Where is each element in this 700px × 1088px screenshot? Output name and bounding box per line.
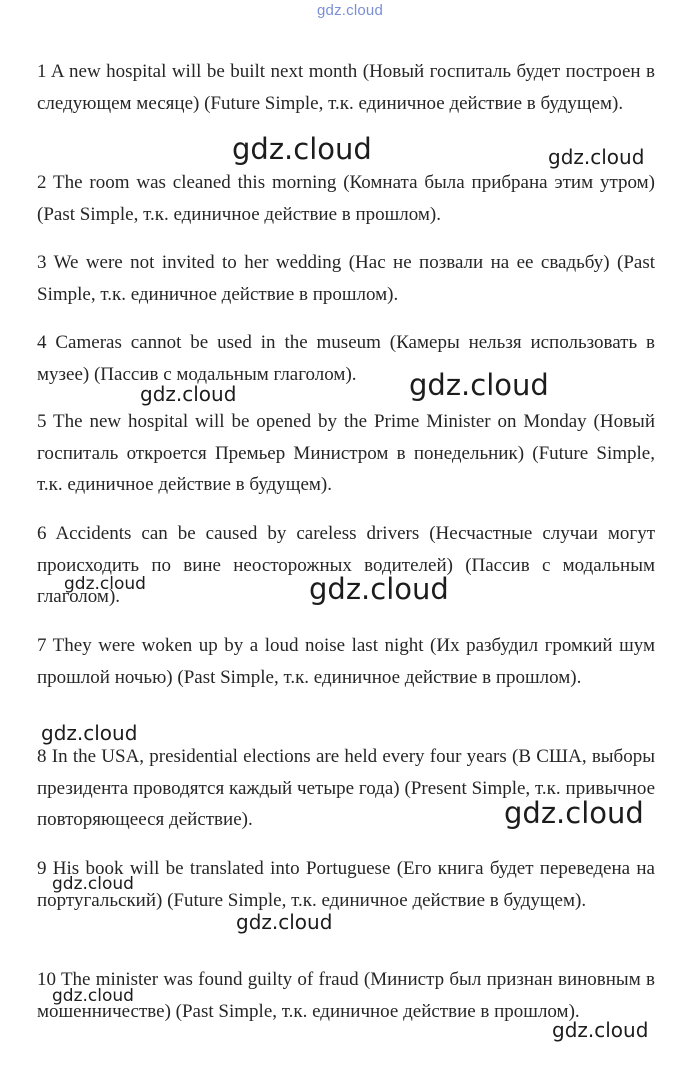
answer-item-5: 5 The new hospital will be opened by the Prime Minister on Monday (Новый госпиталь откроется Премьер Министром в понедельник) (Future Simple, т.к. единичное действие в будущем).	[37, 411, 655, 495]
answer-item-9: 9 His book will be translated into Portuguese (Его книга будет переведена на португальский) (Future Simple, т.к. единичное действие в будущем).	[37, 858, 655, 911]
answer-item-1: 1 A new hospital will be built next month (Новый госпиталь будет построен в следующем месяце) (Future Simple, т.к. единичное действие в будущем).	[37, 61, 655, 114]
watermark: gdz.cloud	[236, 910, 333, 934]
watermark: gdz.cloud	[52, 986, 134, 1006]
answer-item-3: 3 We were not invited to her wedding (Нас не позвали на ее свадьбу) (Past Simple, т.к. единичное действие в прошлом).	[37, 252, 655, 305]
watermark: gdz.cloud	[232, 132, 372, 166]
watermark: gdz.cloud	[64, 574, 146, 594]
answer-item-4: 4 Cameras cannot be used in the museum (Камеры нельзя использовать в музее) (Пассив с модальным глаголом).	[37, 332, 655, 385]
watermark: gdz.cloud	[140, 382, 237, 406]
watermark: gdz.cloud	[409, 368, 549, 402]
watermark: gdz.cloud	[41, 721, 138, 745]
watermark: gdz.cloud	[309, 572, 449, 606]
answer-item-8: 8 In the USA, presidential elections are held every four years (В США, выборы президента проводятся каждый четыре года) (Present Simple, т.к. привычное повторяющееся действие).	[37, 746, 655, 830]
answer-item-2: 2 The room was cleaned this morning (Комната была прибрана этим утром) (Past Simple, т.к. единичное действие в прошлом).	[37, 172, 655, 225]
answer-item-10: 10 The minister was found guilty of fraud (Министр был признан виновным в мошенничестве) (Past Simple, т.к. единичное действие в прошлом).	[37, 969, 655, 1022]
header-watermark: gdz.cloud	[316, 2, 383, 19]
watermark: gdz.cloud	[552, 1018, 649, 1042]
answer-item-6: 6 Accidents can be caused by careless drivers (Несчастные случаи могут происходить по вине неосторожных водителей) (Пассив с модальным глаголом).	[37, 523, 655, 607]
watermark: gdz.cloud	[548, 145, 645, 169]
watermark: gdz.cloud	[504, 796, 644, 830]
answer-item-7: 7 They were woken up by a loud noise last night (Их разбудил громкий шум прошлой ночью) (Past Simple, т.к. единичное действие в прошлом).	[37, 635, 655, 688]
watermark: gdz.cloud	[52, 874, 134, 894]
